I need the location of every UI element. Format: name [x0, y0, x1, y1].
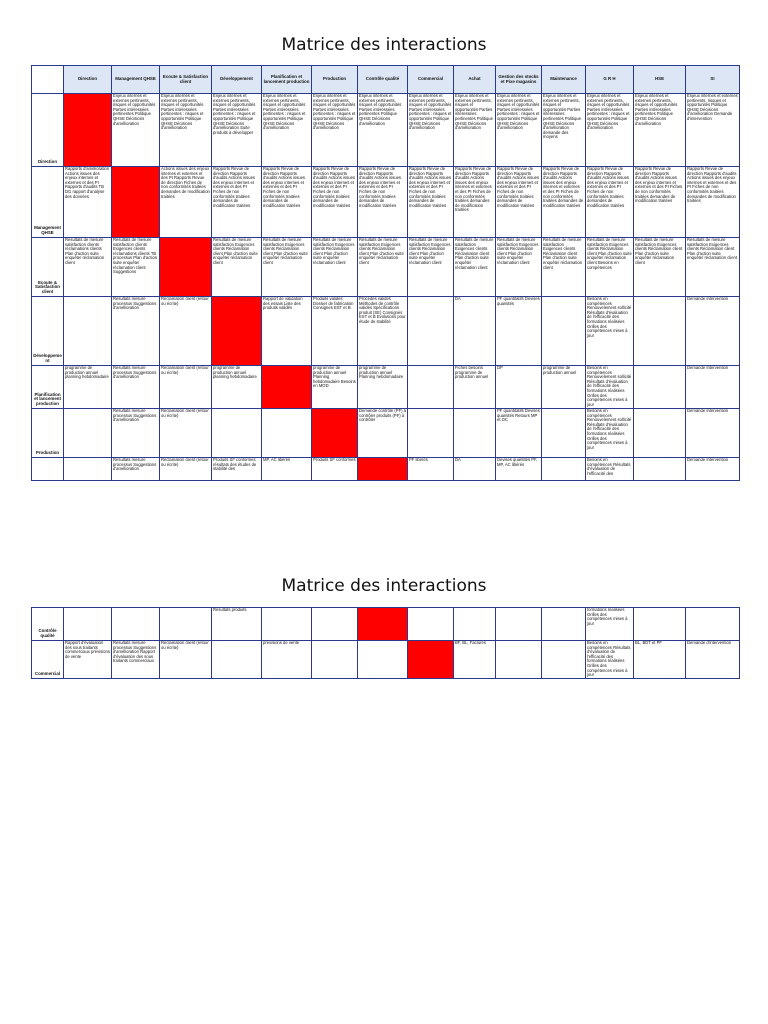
matrix-cell: DA — [454, 297, 496, 366]
matrix-cell: PF libérés — [408, 458, 454, 481]
matrix-cell: Enjeux internes et externes pertinents, risques et opportunités Parties intéressées pertinentes Politique QHSE Décisions d'amélioration demande des moyens — [542, 94, 586, 167]
matrix-cell: Rapports Revue de direction Rapports d'audits Actions issues des enjeux internes et externes et des PI Fiches de non conformités traitées demandes de modification traitées — [586, 167, 634, 238]
matrix-cell — [64, 297, 112, 366]
row-header: Direction — [32, 94, 64, 167]
matrix-row — [32, 641, 740, 679]
diagonal-cell — [212, 297, 262, 366]
matrix-cell — [542, 458, 586, 481]
matrix-cell: formations réalisées Grilles des compétences mises à jour — [586, 608, 634, 641]
matrix-cell — [542, 608, 586, 641]
matrix-cell: Enjeux internes et externes pertinents, risques et opportunités Parties intéressées pertinentes : risques et opportunités Politique QHSE Décisions d'amélioration — [312, 94, 358, 167]
row-header: Production — [32, 409, 64, 458]
matrix-cell: Résultats mesure processus Suggestions d'amélioration Rapport d'évaluation des sous traitants commerciaux — [112, 641, 160, 679]
matrix-cell: Rapports Revue de direction Rapports d'audits Actions issues des enjeux internes et externes et des PI Fiches de non conformités traitées demandes de modification traitées — [542, 167, 586, 238]
column-header: Ecoute & Satisfaction client — [160, 66, 212, 94]
matrix-cell: Enjeux internes et externes pertinents, risques et opportunités Parties intéressées pertinentes Politique QHSE Décisions d'amélioration — [634, 94, 686, 167]
column-header: HSE — [634, 66, 686, 94]
row-header: Commercial — [32, 641, 64, 679]
matrix-cell: programme de production annuel Planning hebdomadaire Besoins en MOD — [312, 366, 358, 409]
matrix-cell: Résultats de mesure satisfaction clients réclamations clients Plan d'action suite enquête/ réclamation client — [64, 238, 112, 297]
matrix-cell: Enjeux internes et externes pertinents, risques et opportunités Politique QHSE Décisions d'amélioration Demande d'intervention — [686, 94, 740, 167]
matrix-cell — [408, 608, 454, 641]
matrix-cell: Réclamation client (retour ou écrite) — [160, 641, 212, 679]
matrix-cell: Réclamation client (retour ou écrite) — [160, 366, 212, 409]
matrix-cell — [634, 458, 686, 481]
matrix-cell — [454, 608, 496, 641]
matrix-cell: Enjeux internes et externes pertinents, risques et opportunités Parties intéressées pertinentes Politique QHSE Décisions d'amélioration — [112, 94, 160, 167]
matrix-cell: Rapports Revue de direction Rapports d'audits Actions issues des enjeux internes et externes et des PI Fiches de non conformités traitées demandes de modification traitées — [686, 167, 740, 238]
matrix-cell: Rapports Revue de direction Rapports d'audits Actions issues des enjeux internes et externes et des PI Fiches de non conformités traitées demandes de modification traitées — [496, 167, 542, 238]
matrix-cell: MP, AC libérés — [262, 458, 312, 481]
matrix-cell: Résultats de mesure satisfaction Exigences clients Réclamation client Plan d'action suite enquête/ réclamation client — [634, 238, 686, 297]
row-header: Planification et lancement production — [32, 366, 64, 409]
matrix-cell — [634, 297, 686, 366]
matrix-cell — [408, 297, 454, 366]
matrix-cell — [686, 608, 740, 641]
matrix-cell: BL, BDT et PF — [634, 641, 686, 679]
matrix-cell: Résultats de mesure satisfaction Exigences clients Réclamation client Plan d'action suite enquête/ réclamation client — [212, 238, 262, 297]
matrix-cell: BF, BL, Factures — [454, 641, 496, 679]
matrix-cell — [212, 409, 262, 458]
matrix-row — [32, 458, 740, 481]
row-header: Management QHSE — [32, 167, 64, 238]
matrix-cell: DA — [454, 458, 496, 481]
matrix-row — [32, 297, 740, 366]
column-header: Production — [312, 66, 358, 94]
matrix-cell: Demande Intervention — [686, 458, 740, 481]
matrix-row — [32, 409, 740, 458]
matrix-cell: Résultats mesure processus Suggestions d'amélioration — [112, 366, 160, 409]
diagonal-cell — [160, 238, 212, 297]
matrix-cell: Résultats de mesure satisfaction Exigences clients Réclamation client Plan d'action suite enquête/ réclamation client — [496, 238, 542, 297]
diagonal-cell — [64, 94, 112, 167]
matrix-cell: prévisions de vente — [262, 641, 312, 679]
row-header: Développement — [32, 297, 64, 366]
row-header: Contrôle qualité — [32, 608, 64, 641]
matrix-cell: Rapports Revue de direction Rapports d'audits Actions issues des enjeux internes et externes et des PI Fiches de non conformités traitées demandes de modification traitées — [454, 167, 496, 238]
matrix-cell: Enjeux internes et externes pertinents, risques et opportunités Parties intéressées pertinentes : risques et opportunités Politique QHSE Décisions d'amélioration — [586, 94, 634, 167]
matrix-cell: DP — [496, 366, 542, 409]
matrix-row — [32, 366, 740, 409]
matrix-cell — [64, 608, 112, 641]
matrix-cell: Réclamation client (retour ou écrite) — [160, 297, 212, 366]
matrix-row — [32, 608, 740, 641]
matrix-cell: Demande Intervention — [686, 366, 740, 409]
matrix-cell — [408, 366, 454, 409]
matrix-cell: Réclamation client (retour ou écrite) — [160, 409, 212, 458]
matrix-cell — [64, 409, 112, 458]
matrix-cell — [496, 608, 542, 641]
matrix-cell: Enjeux internes et externes pertinents, risques et opportunités Parties intéressées pertinentes : risques et opportunités Politique QHSE Décisions d'amélioration — [160, 94, 212, 167]
matrix-cell: Demande contrôle (PF) à contrôler produits (PF) à contrôler — [358, 409, 408, 458]
diagonal-cell — [408, 641, 454, 679]
matrix-cell: Rapports Revue de direction Rapports d'audits Actions issues des enjeux internes et externes et des PI Fiches de non conformités traitées demandes de modification traitées — [358, 167, 408, 238]
column-header: G R H — [586, 66, 634, 94]
matrix-cell: Demande Intervention — [686, 409, 740, 458]
matrix-cell: Produits SF conformes — [312, 458, 358, 481]
matrix-cell: Résultats mesure processus Suggestions d'amélioration — [112, 458, 160, 481]
column-header: Achat — [454, 66, 496, 94]
matrix-cell — [542, 641, 586, 679]
column-header: Gestion des stocks et Pixe magasins — [496, 66, 542, 94]
matrix-cell: Résultats de mesure satisfaction Exigences clients Réclamation client Plan d'action suite enquête/ réclamation client Besoins en compétences — [586, 238, 634, 297]
matrix-cell: Rapports Revue de direction Rapports d'audits Actions issues des enjeux internes et externes et des PI Fiches de non conformités traitées demandes de modification traitées — [312, 167, 358, 238]
matrix-cell: Résultats mesure processus Suggestions d'amélioration — [112, 297, 160, 366]
page-title: Matrice des interactions — [281, 35, 487, 55]
matrix-cell — [312, 641, 358, 679]
matrix-cell: Procédés validés Méthodes de contrôle validés Spécifications produit (SE) Consignes EST et B Evolutions pour étude de stabilité — [358, 297, 408, 366]
matrix-cell: Fiches besoins programme de production annuel — [454, 366, 496, 409]
matrix-row — [32, 94, 740, 167]
diagonal-cell — [358, 608, 408, 641]
diagonal-cell — [262, 366, 312, 409]
matrix-cell: Devises quantités PF, MP, AC libérés — [496, 458, 542, 481]
matrix-cell: Besoins en compétences Résultats d'évaluation de l'efficacité des — [586, 458, 634, 481]
corner-cell — [32, 66, 64, 94]
matrix-cell: Résultats de mesure satisfaction Exigences clients Réclamation client Plan d'action suite enquête/ réclamation client — [312, 238, 358, 297]
matrix-cell — [262, 409, 312, 458]
matrix-cell — [262, 608, 312, 641]
matrix-cell: Résultats de mesure satisfaction Exigences clients Réclamation client Plan d'action suite enquête/ réclamation client — [358, 238, 408, 297]
matrix-cell — [358, 641, 408, 679]
matrix-cell: Résultats de mesure satisfaction Exigences clients Réclamation client Plan d'action suite enquête/ réclamation client — [408, 238, 454, 297]
page-title-continued: Matrice des interactions — [281, 576, 487, 596]
matrix-cell: Résultats de mesure satisfaction Exigences clients Réclamation client Plan d'action suite enquête/ réclamation client — [454, 238, 496, 297]
column-header: Planification et lancement production — [262, 66, 312, 94]
matrix-cell: Enjeux internes et externes pertinents, risques et opportunités Parties intéressées pertinentes Politique QHSE Décisions d'amélioration — [358, 94, 408, 167]
matrix-cell: Enjeux internes et externes pertinents, risques et opportunités Parties intéressées pertinentes : risques et opportunités Politique QHSE Décisions d'amélioration — [496, 94, 542, 167]
matrix-cell: Résultats de mesure satisfaction clients Exigences clients réclamations clients TB processus Plan d'action suite enquête/ réclamation client Suggestions — [112, 238, 160, 297]
matrix-cell: PF quantitatifs Devises quantités Retours MP et OC — [496, 409, 542, 458]
interaction-matrix-continued — [31, 607, 740, 679]
matrix-cell: Rapport de validation des essais Liste des produits validés — [262, 297, 312, 366]
column-header: Management QHSE — [112, 66, 160, 94]
matrix-cell: programme de production annuel planning hebdomadaire — [212, 366, 262, 409]
matrix-row — [32, 238, 740, 297]
matrix-cell: Besoins en compétences Résultats d'évaluation de l'efficacité des formations réalisées Grilles des compétences mises à jour — [586, 641, 634, 679]
column-header: Contrôle qualité — [358, 66, 408, 94]
diagonal-cell — [312, 409, 358, 458]
matrix-cell — [634, 608, 686, 641]
matrix-cell — [634, 409, 686, 458]
row-header — [32, 458, 64, 481]
column-header: Maintenance — [542, 66, 586, 94]
column-header: Développement — [212, 66, 262, 94]
matrix-cell — [496, 641, 542, 679]
matrix-cell: Rapports Revue de direction Rapports d'audits Actions issues des enjeux internes et externes et des PI Fiches de non conformités traitées demandes de modification traitées — [262, 167, 312, 238]
matrix-cell — [160, 608, 212, 641]
matrix-cell: Réclamation client (retour ou écrite) — [160, 458, 212, 481]
matrix-cell: Besoins en compétences Renouvelement sollicité Résultats d'évaluation de l'efficacité des formations réalisées Grilles des compétences mises à jour — [586, 409, 634, 458]
matrix-cell: Produits SF conformes résultats des études de stabilité des — [212, 458, 262, 481]
row-header: Ecoute & Satisfaction client — [32, 238, 64, 297]
matrix-cell: programme de production annuel planning hebdomadaire — [64, 366, 112, 409]
matrix-cell — [112, 608, 160, 641]
matrix-cell: Résultats de mesure satisfaction Exigences clients Réclamation client Plan d'action suite enquête/ réclamation client — [542, 238, 586, 297]
matrix-cell: Besoins en compétences Renouvelement sollicité Résultats d'évaluation de l'efficacité des formations réalisées Grilles des compétences mises à jour — [586, 297, 634, 366]
matrix-cell — [212, 641, 262, 679]
matrix-cell: Produits validés Dossier de fabrication Consignes EST et B — [312, 297, 358, 366]
matrix-cell: PF quantitatifs Devises quantités — [496, 297, 542, 366]
matrix-cell: Enjeux internes et externes pertinents, risques et opportunités Parties intéressées pertinentes : risques et opportunités Politique QHSE Décisions d'amélioration — [262, 94, 312, 167]
matrix-cell — [64, 458, 112, 481]
diagonal-cell — [112, 167, 160, 238]
matrix-cell: Rapports d'amélioration Actions issues des enjeux internes et externes et des PI Rapports d'audits TB DG rapport d'analyse des données — [64, 167, 112, 238]
column-header: Commercial — [408, 66, 454, 94]
matrix-cell: Rapports Revue de direction Rapports d'audits Actions issues des enjeux internes et externes et des PI Fiches de non conformités traitées demandes de modification traitées — [408, 167, 454, 238]
matrix-cell: Résultats produits — [212, 608, 262, 641]
matrix-cell — [634, 366, 686, 409]
matrix-cell: Résultats de mesure satisfaction Exigences clients Réclamation client Plan d'action suite enquête/ réclamation client — [686, 238, 740, 297]
matrix-cell: Enjeux internes et externes pertinents, risques et opportunités Parties intéressées pertinentes : risques et opportunités Politique QHSE Décisions d'amélioration Suite produits à développer — [212, 94, 262, 167]
interaction-matrix — [31, 65, 740, 481]
column-header: SI — [686, 66, 740, 94]
column-header: Direction — [64, 66, 112, 94]
matrix-cell — [408, 409, 454, 458]
matrix-cell: Actions issues des enjeux internes et externes et des PI Rapports Revue de direction Fiches de non conformités traitées demandes de modification traitées — [160, 167, 212, 238]
matrix-row — [32, 167, 740, 238]
matrix-cell: programme de production annuel Planning hebdomadaire — [358, 366, 408, 409]
matrix-cell: Demande d'intervention — [686, 641, 740, 679]
matrix-cell: Rapports Revue de direction Rapports d'audits Actions issues des enjeux internes et externes et des PI Fiches de non conformités traitées demandes de modification traitées — [634, 167, 686, 238]
matrix-cell — [312, 608, 358, 641]
matrix-cell: Rapport d'évaluation des sous traitants commerciaux prévisions de vente — [64, 641, 112, 679]
matrix-cell: Enjeux internes et externes pertinents, risques et opportunités Parties intéressées pertinentes Politique QHSE Décisions d'amélioration — [454, 94, 496, 167]
matrix-cell — [542, 409, 586, 458]
matrix-cell: Demande Intervention — [686, 297, 740, 366]
matrix-cell: Besoins en compétences Renouvelement sollicité Résultats d'évaluation de l'efficacité des formations réalisées Grilles des compétences mises à jour — [586, 366, 634, 409]
matrix-cell: programme de production annuel — [542, 366, 586, 409]
matrix-cell: Résultats de mesure satisfaction Exigences clients Réclamation client Plan d'action suite enquête/ réclamation client — [262, 238, 312, 297]
matrix-cell — [542, 297, 586, 366]
matrix-cell: Résultats mesure processus Suggestions d'amélioration — [112, 409, 160, 458]
matrix-cell: Enjeux internes et externes pertinents, risques et opportunités Parties intéressées pertinentes : risques et opportunités Politique QHSE Décisions d'amélioration — [408, 94, 454, 167]
diagonal-cell — [358, 458, 408, 481]
matrix-cell: Rapports Revue de direction Rapports d'audits Actions issues des enjeux internes et externes et des PI Fiches de non conformités traitées demandes de modification traitées — [212, 167, 262, 238]
matrix-cell — [454, 409, 496, 458]
